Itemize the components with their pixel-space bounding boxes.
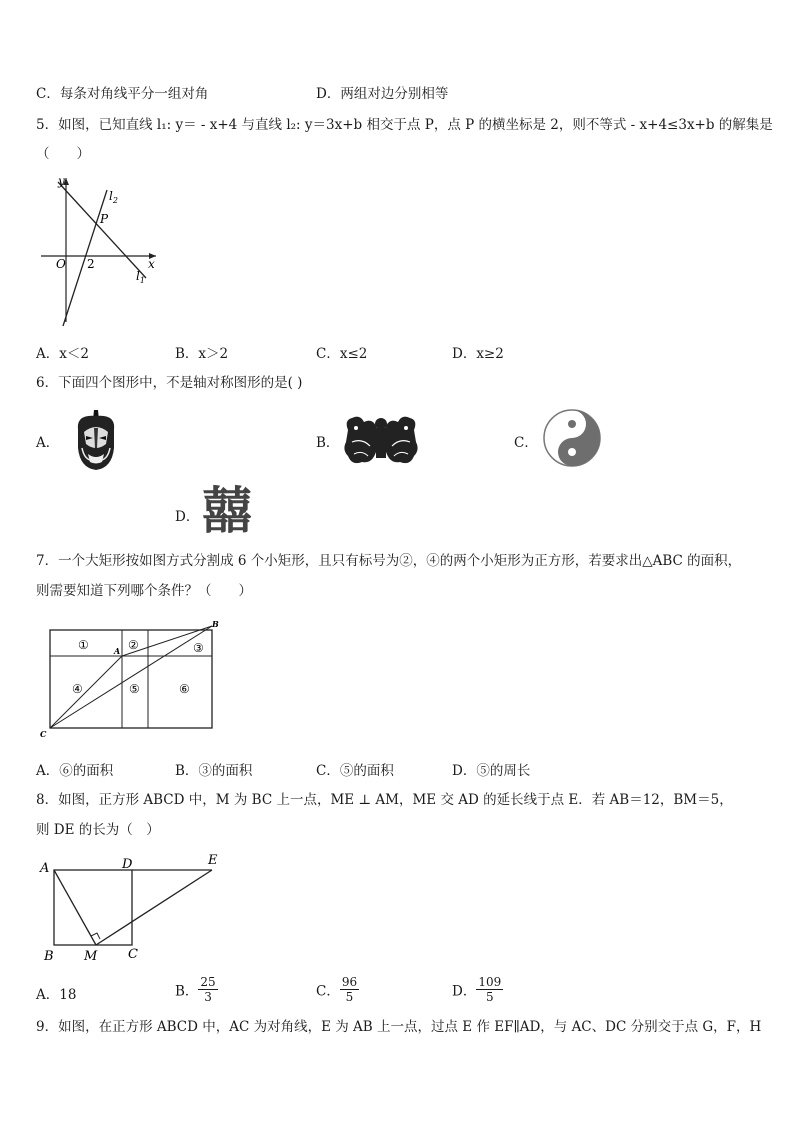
- label-r6: ⑥: [179, 682, 190, 696]
- twin-dragons-icon: [342, 412, 420, 468]
- q8-figure: [36, 848, 226, 964]
- q8-option-d-fraction: [476, 975, 503, 1004]
- label-origin: O: [56, 257, 66, 271]
- q7-stem-2: 则需要知道下列哪个条件？（ ）: [36, 583, 252, 599]
- q8-stem-2: 则 DE 的长为（ ）: [36, 822, 160, 838]
- q8-stem: 8．如图，正方形 ABCD 中，M 为 BC 上一点，ME ⊥ AM，ME 交 AD 的延长线于点 E．若 AB＝12，BM＝5，: [36, 792, 733, 808]
- q7-option-a: A．⑥的面积: [36, 763, 114, 779]
- line-l1: [58, 182, 146, 278]
- q8-option-c-den: 5: [345, 990, 354, 1004]
- label-m: M: [84, 949, 98, 964]
- q8-option-d-prefix: D．: [452, 983, 477, 1000]
- label-l1: l: [136, 269, 140, 283]
- yin-yang-icon: [542, 408, 602, 468]
- label-r5: ⑤: [129, 682, 140, 696]
- q5-figure: [36, 170, 166, 330]
- q5-option-c: C．x≤2: [316, 346, 368, 362]
- label-e: E: [208, 853, 218, 868]
- q8-option-b: [175, 975, 218, 1004]
- label-x: x: [148, 257, 155, 271]
- q6-option-a: A．: [36, 435, 60, 451]
- label-y: y: [58, 174, 65, 188]
- q8-option-d-den: 5: [485, 990, 494, 1004]
- q6-option-b: B．: [316, 435, 340, 451]
- q7-stem: 7．一个大矩形按如图方式分割成 6 个小矩形，且只有标号为②，④的两个小矩形为正方形，若要求出△ABC 的面积，: [36, 553, 742, 569]
- label-b: B: [44, 949, 54, 964]
- label-l2: l: [109, 189, 113, 203]
- label-c: C: [128, 947, 138, 962]
- label-two: 2: [87, 257, 95, 271]
- q8-option-c-num: 96: [341, 975, 358, 989]
- q8-option-c: [316, 975, 359, 1004]
- label-l2-sub: 2: [112, 196, 118, 205]
- q8-option-b-den: 3: [204, 990, 212, 1004]
- q8-option-c-fraction: [340, 975, 359, 1004]
- label-b: B: [212, 619, 219, 629]
- label-r3: ③: [193, 641, 204, 655]
- label-c: C: [40, 729, 47, 739]
- q7-option-c: C．⑤的面积: [316, 763, 394, 779]
- label-r2: ②: [128, 638, 139, 652]
- q5-blank: （ ）: [36, 146, 90, 162]
- q7-figure: [36, 618, 226, 740]
- q6-option-c: C．: [514, 435, 538, 451]
- opera-mask-icon: [72, 408, 120, 472]
- q5-stem: 5．如图，已知直线 l₁: y＝ - x+4 与直线 l₂: y＝3x+b 相交于点 P，点 P 的横坐标是 2，则不等式 - x+4≤3x+b 的解集是: [36, 117, 773, 133]
- label-p: P: [100, 212, 109, 226]
- label-a: A: [40, 861, 50, 876]
- q7-option-d: D．⑤的周长: [452, 763, 531, 779]
- q5-option-b: B．x＞2: [175, 346, 229, 362]
- q5-option-a: A．x＜2: [36, 346, 89, 362]
- q4-option-c: C．每条对角线平分一组对角: [36, 86, 209, 102]
- q8-option-c-prefix: C．: [316, 983, 340, 1000]
- q9-stem: 9．如图，在正方形 ABCD 中，AC 为对角线，E 为 AB 上一点，过点 E 作 EF∥AD，与 AC、DC 分别交于点 G，F，H: [36, 1019, 762, 1035]
- q6-stem: 6．下面四个图形中，不是轴对称图形的是( ): [36, 375, 303, 391]
- q5-option-d: D．x≥2: [452, 346, 504, 362]
- label-r1: ①: [78, 638, 89, 652]
- q4-option-d: D．两组对边分别相等: [316, 86, 449, 102]
- line-l2: [63, 190, 107, 326]
- svg-text:l2: [109, 189, 118, 205]
- double-happiness-icon: 囍: [202, 482, 252, 540]
- q8-option-b-prefix: B．: [175, 983, 199, 1000]
- q8-option-b-num: 25: [200, 975, 216, 989]
- q8-option-d-num: 109: [478, 975, 502, 989]
- q8-option-d: [452, 975, 503, 1004]
- q8-option-a: A．18: [36, 987, 77, 1003]
- square-abcd: [54, 870, 132, 945]
- label-a: A: [114, 646, 121, 656]
- label-d: D: [122, 857, 133, 872]
- q6-option-d: D．: [175, 509, 200, 525]
- label-r4: ④: [72, 682, 83, 696]
- label-l1-sub: 1: [139, 276, 145, 285]
- q7-option-b: B．③的面积: [175, 763, 253, 779]
- q8-option-b-fraction: [198, 975, 217, 1004]
